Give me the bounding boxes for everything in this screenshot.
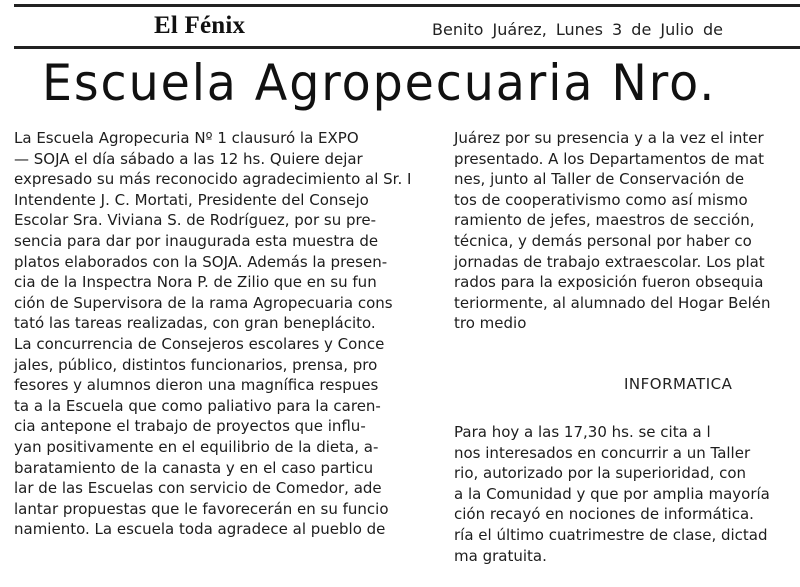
text-line: rio, autorizado por la superioridad, con: [454, 464, 747, 483]
text-line: ramiento de jefes, maestros de sección,: [454, 211, 755, 230]
dateline: Benito Juárez, Lunes 3 de Julio de: [432, 20, 724, 39]
text-line: Escolar Sra. Viviana S. de Rodríguez, por su pre-: [14, 211, 376, 230]
text-line: ma gratuita.: [454, 546, 547, 565]
text-line: ta a la Escuela que como paliativo para la caren-: [14, 396, 381, 415]
text-line: ría el último cuatrimestre de clase, dictad: [454, 525, 768, 544]
text-line: nes, junto al Taller de Conservación de: [454, 170, 745, 189]
article-headline: Escuela Agropecuaria Nro.: [42, 54, 717, 112]
text-line: cia de la Inspectra Nora P. de Zilio que en su fun: [14, 273, 377, 292]
text-line: namiento. La escuela toda agradece al pueblo de: [14, 520, 386, 539]
text-line: tro medio: [454, 314, 527, 333]
text-line: lantar propuestas que le favorecerán en su funcio: [14, 499, 389, 518]
text-line: ción recayó en nociones de informática.: [454, 505, 754, 524]
text-line: baratamiento de la canasta y en el caso particu: [14, 458, 374, 477]
left-column: [14, 128, 434, 540]
text-line: La concurrencia de Consejeros escolares y Conce: [14, 334, 385, 353]
informatica-column: [454, 422, 800, 566]
text-line: tos de cooperativismo como así mismo: [454, 190, 748, 209]
text-line: presentado. A los Departamentos de mat: [454, 149, 765, 168]
text-line: Para hoy a las 17,30 hs. se cita a l: [454, 423, 711, 441]
text-line: jales, público, distintos funcionarios, prensa, pro: [14, 355, 378, 374]
text-line: La Escuela Agropecuria Nº 1 clausuró la EXPO: [14, 129, 359, 147]
text-line: Intendente J. C. Mortati, Presidente del Consejo: [14, 190, 369, 209]
text-line: rados para la exposición fueron obsequia: [454, 273, 764, 292]
text-line: a la Comunidad y que por amplia mayoría: [454, 484, 770, 503]
text-line: tató las tareas realizadas, con gran beneplácito.: [14, 314, 376, 333]
text-line: teriormente, al alumnado del Hogar Belén: [454, 293, 771, 312]
masthead-top-rule: [14, 4, 800, 7]
text-line: Juárez por su presencia y a la vez el inter: [454, 129, 764, 147]
text-line: ción de Supervisora de la rama Agropecuaria cons: [14, 293, 393, 312]
text-line: expresado su más reconocido agradecimiento al Sr. I: [14, 170, 412, 189]
text-line: lar de las Escuelas con servicio de Comedor, ade: [14, 479, 382, 498]
text-line: nos interesados en concurrir a un Taller: [454, 443, 751, 462]
text-line: yan positivamente en el equilibrio de la dieta, a-: [14, 437, 379, 456]
text-line: técnica, y demás personal por haber co: [454, 231, 752, 250]
masthead-bottom-rule: [14, 46, 800, 49]
text-line: — SOJA el día sábado a las 12 hs. Quiere dejar: [14, 149, 363, 168]
text-line: fesores y alumnos dieron una magnífica respues: [14, 376, 379, 395]
text-line: cia antepone el trabajo de proyectos que influ-: [14, 417, 366, 436]
right-column: [454, 128, 800, 334]
text-line: platos elaborados con la SOJA. Además la presen-: [14, 252, 388, 271]
text-line: sencia para dar por inaugurada esta muestra de: [14, 231, 379, 250]
text-line: jornadas de trabajo extraescolar. Los plat: [454, 252, 765, 271]
informatica-subhead: INFORMATICA: [624, 375, 733, 393]
masthead: [14, 8, 800, 48]
paper-name: El Fénix: [154, 12, 246, 39]
